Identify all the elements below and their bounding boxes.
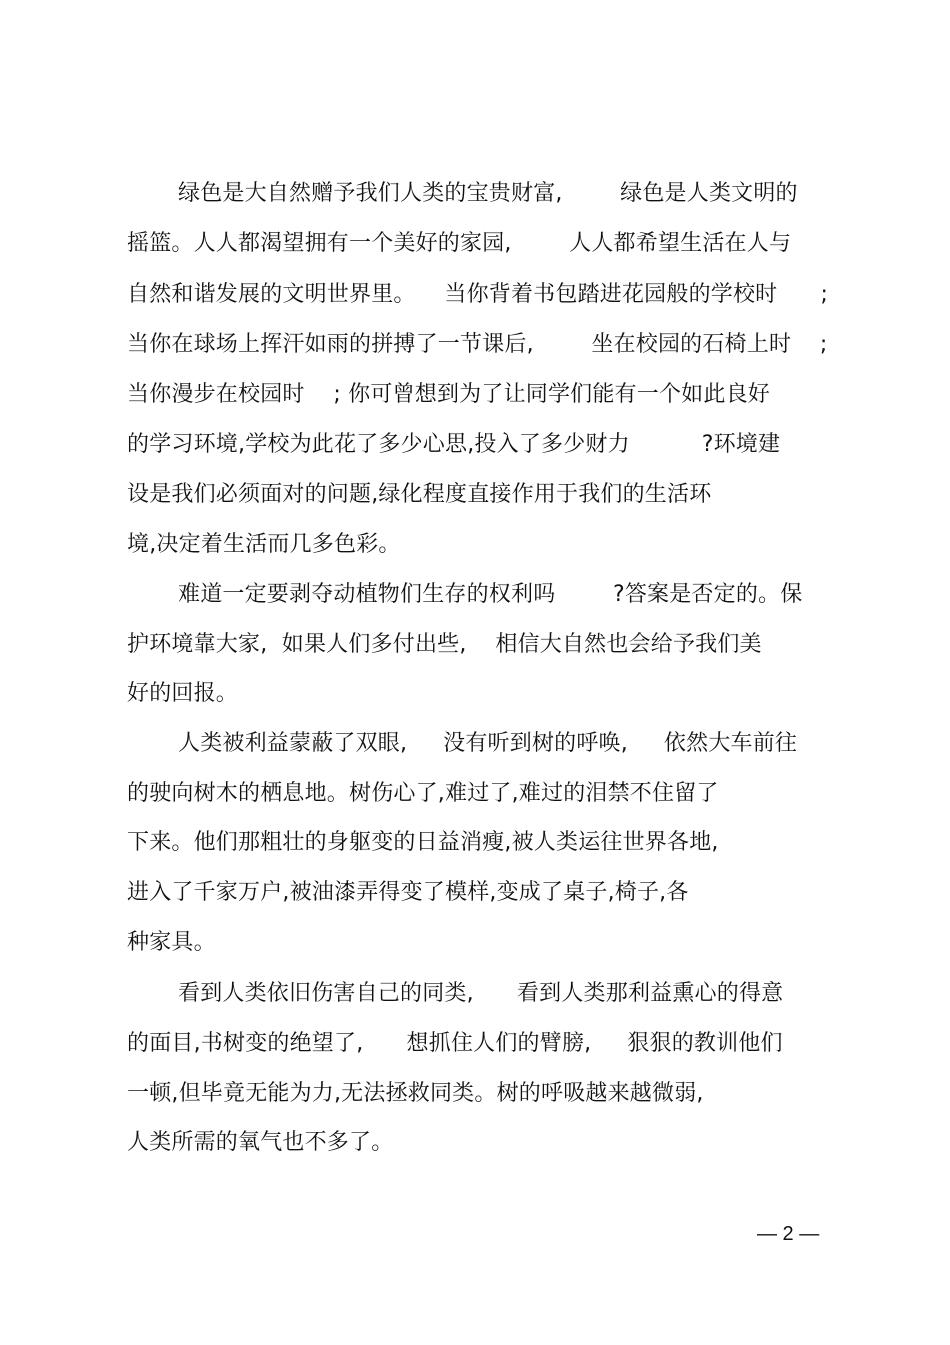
paragraph-3-line-3: 下来。他们那粗壮的身躯变的日益消瘦,被人类运往世界各地, xyxy=(127,830,719,855)
paragraph-2-line-3: 好的回报。 xyxy=(127,681,239,706)
paragraph-1-line-6: 的学习环境,学校为此花了多少心思,投入了多少财力 ?环境建 xyxy=(127,432,781,457)
paragraph-1-line-7: 设是我们必须面对的问题,绿化程度直接作用于我们的生活环 xyxy=(127,482,712,507)
paragraph-3-line-1: 人类被利益蒙蔽了双眼, 没有听到树的呼唤, 依然大车前往 xyxy=(178,731,798,756)
paragraph-4-line-4: 人类所需的氧气也不多了。 xyxy=(127,1130,394,1155)
paragraph-4-line-3: 一顿,但毕竟无能为力,无法拯救同类。树的呼吸越来越微弱, xyxy=(127,1081,704,1106)
paragraph-1-line-5: 当你漫步在校园时 ; 你可曾想到为了让同学们能有一个如此良好 xyxy=(127,382,770,407)
page-number: — 2 — xyxy=(757,1223,820,1245)
paragraph-1-line-2: 摇篮。人人都渴望拥有一个美好的家园, 人人都希望生活在人与 xyxy=(127,231,792,256)
paragraph-2-line-1: 难道一定要剥夺动植物们生存的权利吗 ?答案是否定的。保 xyxy=(178,582,803,607)
paragraph-1-line-1: 绿色是大自然赠予我们人类的宝贵财富, 绿色是人类文明的 xyxy=(178,181,798,206)
paragraph-4-line-1: 看到人类依旧伤害自己的同类, 看到人类那利益熏心的得意 xyxy=(178,981,784,1006)
paragraph-1-line-3: 自然和谐发展的文明世界里。 当你背着书包踏进花园般的学校时 ; xyxy=(127,282,829,307)
paragraph-3-line-5: 种家具。 xyxy=(127,930,216,955)
paragraph-1-line-8: 境,决定着生活而几多色彩。 xyxy=(127,532,401,557)
paragraph-3-line-2: 的驶向树木的栖息地。树伤心了,难过了,难过的泪禁不住留了 xyxy=(127,781,719,806)
paragraph-3-line-4: 进入了千家万户,被油漆弄得变了模样,变成了桌子,椅子,各 xyxy=(127,880,689,905)
paragraph-1-line-4: 当你在球场上挥汗如雨的拼搏了一节课后, 坐在校园的石椅上时 ; xyxy=(127,332,828,357)
paragraph-2-line-2: 护环境靠大家, 如果人们多付出些, 相信大自然也会给予我们美 xyxy=(127,632,762,657)
paragraph-4-line-2: 的面目,书树变的绝望了, 想抓住人们的臂膀, 狠狠的教训他们 xyxy=(127,1031,783,1056)
